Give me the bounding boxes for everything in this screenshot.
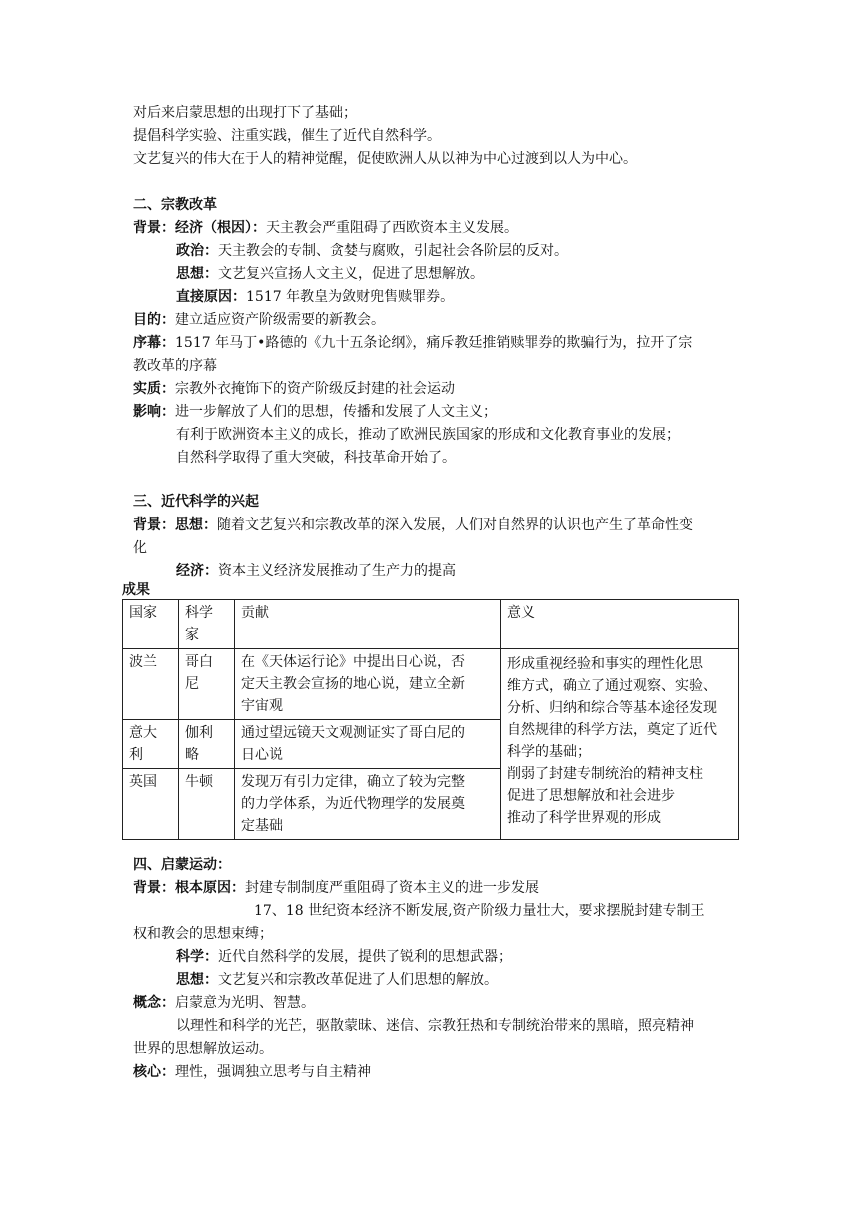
text-line: 有利于欧洲资本主义的成长，推动了欧洲民族国家的形成和文化教育事业的发展； xyxy=(176,427,680,443)
cell-scientist: 伽利 略 xyxy=(179,720,235,769)
label: 直接原因： xyxy=(176,289,246,305)
text: 天主教会的专制、贪婪与腐败，引起社会各阶层的反对。 xyxy=(218,243,568,259)
label: 思想： xyxy=(176,266,218,282)
text-line xyxy=(133,309,385,331)
text: 进一步解放了人们的思想，传播和发展了人文主义； xyxy=(175,404,497,420)
text: 建立适应资产阶级需要的新教会。 xyxy=(175,312,385,328)
text-line: 提倡科学实验、注重实践，催生了近代自然科学。 xyxy=(133,128,441,144)
text-line: 化 xyxy=(133,540,147,556)
label: 背景： xyxy=(133,220,175,236)
text: 封建专制制度严重阻碍了资本主义的进一步发展 xyxy=(245,880,539,896)
results-label: 成果 xyxy=(122,582,150,598)
label: 核心： xyxy=(133,1064,175,1080)
label: 政治： xyxy=(176,243,218,259)
results-table xyxy=(122,599,739,840)
cell-contribution: 发现万有引力定律，确立了较为完整 的力学体系，为近代物理学的发展奠 定基础 xyxy=(235,769,501,840)
text-line: 文艺复兴的伟大在于人的精神觉醒，促使欧洲人从以神为中心过渡到以人为中心。 xyxy=(133,151,637,167)
text: 理性，强调独立思考与自主精神 xyxy=(175,1064,371,1080)
label: 目的： xyxy=(133,312,175,328)
text: 启蒙意为光明、智慧。 xyxy=(175,995,315,1011)
label: 思想： xyxy=(176,972,218,988)
text-line xyxy=(176,946,512,968)
text: 1517 年马丁•路德的《九十五条论纲》，痛斥教廷推销赎罪券的欺骗行为，拉开了宗 xyxy=(175,335,693,351)
text-line xyxy=(133,514,693,536)
text-line xyxy=(133,1061,371,1083)
text-line: 以理性和科学的光芒，驱散蒙昧、迷信、宗教狂热和专制统治带来的黑暗，照亮精神 xyxy=(176,1018,694,1034)
text: 1517 年教皇为敛财兜售赎罪券。 xyxy=(246,289,455,305)
section-heading: 四、启蒙运动： xyxy=(133,857,231,873)
text: 随着文艺复兴和宗教改革的深入发展，人们对自然界的认识也产生了革命性变 xyxy=(217,517,693,533)
text-line xyxy=(133,992,315,1014)
label: 实质： xyxy=(133,381,175,397)
section-heading: 二、宗教改革 xyxy=(133,197,217,213)
label: 序幕： xyxy=(133,335,175,351)
text-line xyxy=(176,240,568,262)
text: 文艺复兴和宗教改革促进了人们思想的解放。 xyxy=(218,972,498,988)
text-line: 权和教会的思想束缚； xyxy=(133,926,273,942)
text-line xyxy=(133,877,539,899)
table-header-row xyxy=(123,600,739,649)
text-line xyxy=(176,560,456,582)
cell-contribution: 在《天体运行论》中提出日心说，否 定天主教会宣扬的地心说，建立全新 宇宙观 xyxy=(235,649,501,720)
text-line xyxy=(133,217,518,239)
label: 背景： xyxy=(133,517,175,533)
label: 根本原因： xyxy=(175,880,245,896)
text-line: 世界的思想解放运动。 xyxy=(133,1041,273,1057)
text-line xyxy=(133,332,692,354)
text-line xyxy=(176,263,484,285)
cell-scientist: 牛顿 xyxy=(179,769,235,840)
header-country: 国家 xyxy=(123,600,179,649)
header-significance: 意义 xyxy=(501,600,739,649)
cell-significance: 形成重视经验和事实的理性化思 维方式，确立了通过观察、实验、 分析、归纳和综合等基本途径发现 自然规律的科学方法，奠定了近代 科学的基础； 削弱了封建专制统治的精神支柱 促进了思想解放和社会进步 推动了科学世界观的形成 xyxy=(501,649,739,840)
label: 背景： xyxy=(133,880,175,896)
label: 思想： xyxy=(175,517,217,533)
label: 概念： xyxy=(133,995,175,1011)
text: 资本主义经济发展推动了生产力的提高 xyxy=(218,563,456,579)
text-line: 自然科学取得了重大突破，科技革命开始了。 xyxy=(176,450,456,466)
header-contribution: 贡献 xyxy=(235,600,501,649)
text: 天主教会严重阻碍了西欧资本主义发展。 xyxy=(266,220,518,236)
cell-country: 波兰 xyxy=(123,649,179,720)
cell-country: 英国 xyxy=(123,769,179,840)
text-line xyxy=(176,969,498,991)
text-line: 17、18 世纪资本经济不断发展,资产阶级力量壮大，要求摆脱封建专制王 xyxy=(254,903,705,919)
text: 近代自然科学的发展，提供了锐利的思想武器； xyxy=(218,949,512,965)
cell-country: 意大 利 xyxy=(123,720,179,769)
cell-scientist: 哥白 尼 xyxy=(179,649,235,720)
label: 经济： xyxy=(176,563,218,579)
header-scientist: 科学 家 xyxy=(179,600,235,649)
label: 影响： xyxy=(133,404,175,420)
text-line: 对后来启蒙思想的出现打下了基础； xyxy=(133,105,357,121)
text-line xyxy=(176,286,454,308)
text-line: 教改革的序幕 xyxy=(133,358,217,374)
section-heading: 三、近代科学的兴起 xyxy=(133,494,259,510)
table-row xyxy=(123,649,739,720)
text-line xyxy=(133,378,455,400)
label: 科学： xyxy=(176,949,218,965)
text: 文艺复兴宣扬人文主义，促进了思想解放。 xyxy=(218,266,484,282)
label: 经济（根因）： xyxy=(175,220,266,236)
text-line xyxy=(133,401,497,423)
text: 宗教外衣掩饰下的资产阶级反封建的社会运动 xyxy=(175,381,455,397)
cell-contribution: 通过望远镜天文观测证实了哥白尼的 日心说 xyxy=(235,720,501,769)
